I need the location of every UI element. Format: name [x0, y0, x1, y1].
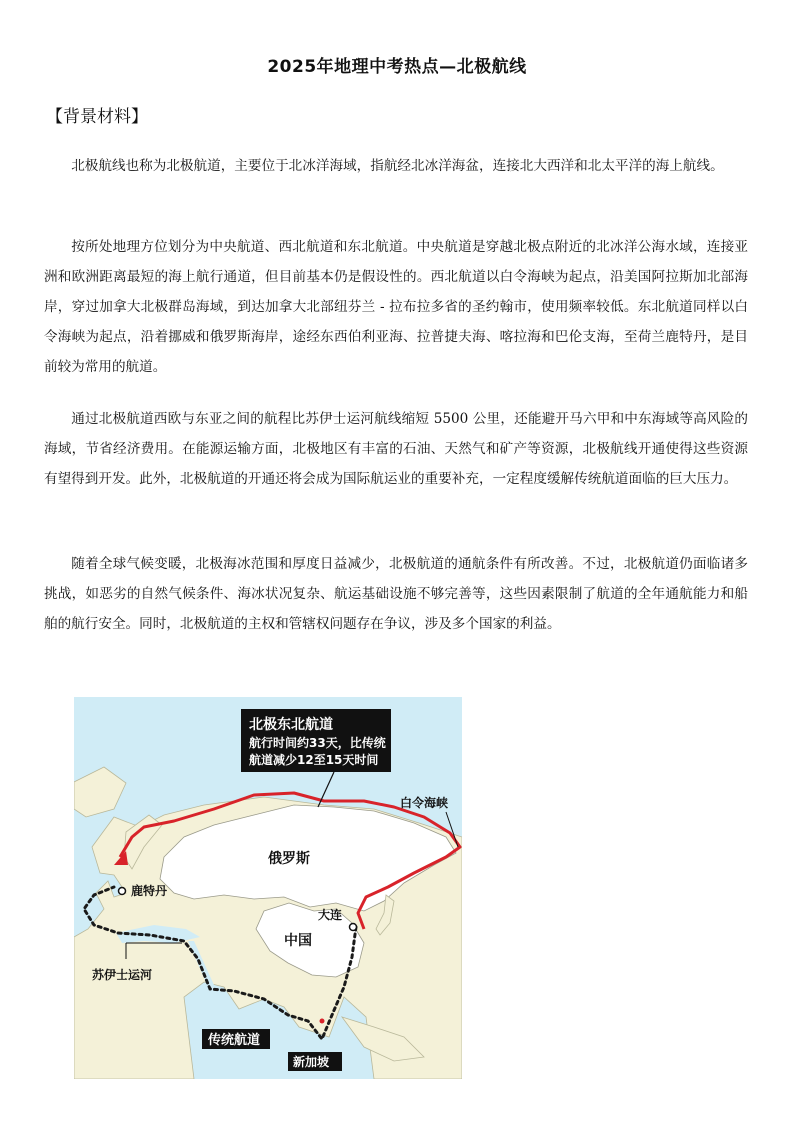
rotterdam-label: 鹿特丹: [131, 884, 168, 898]
rotterdam-marker: [119, 888, 126, 895]
paragraph-challenges: 随着全球气候变暖，北极海冰范围和厚度日益减少，北极航道的通航条件有所改善。不过，北极航道仍面临诸多挑战，如恶劣的自然气候条件、海冰状况复杂、航运基础设施不够完善等，这些因素限制了航道的全年通航能力和船舶的航行安全。同时，北极航道的主权和管辖权问题存在争议，涉及多个国家的利益。: [44, 556, 748, 632]
bering-strait-label: 白令海峡: [400, 796, 449, 810]
document-title: 2025年地理中考热点—北极航线: [267, 57, 527, 77]
singapore-label: 新加坡: [293, 1055, 330, 1069]
china-label: 中国: [284, 933, 312, 949]
dalian-label: 大连: [318, 908, 343, 922]
callout-title: 北极东北航道: [249, 717, 333, 733]
russia-label: 俄罗斯: [268, 851, 310, 867]
paragraph-advantages: 通过北极航道西欧与东亚之间的航程比苏伊士运河航线缩短 5500 公里，还能避开马六甲和中东海域等高风险的海域，节省经济费用。在能源运输方面，北极地区有丰富的石油、天然气和矿产等资源，北极航线开通使得这些资源有望得到开发。此外，北极航道的开通还将会成为国际航运业的重要补充，一定程度缓解传统航道面临的巨大压力。: [44, 411, 748, 487]
arctic-route-map: [74, 697, 462, 1079]
section-heading: 【背景材料】: [46, 107, 148, 127]
paragraph-intro: 北极航线也称为北极航道，主要位于北冰洋海域，指航经北冰洋海盆，连接北大西洋和北太平洋的海上航线。: [71, 158, 724, 174]
suez-canal-label: 苏伊士运河: [92, 968, 153, 982]
callout-line1: 航行时间约33天，比传统: [249, 736, 386, 750]
dalian-marker: [350, 924, 357, 931]
traditional-route-label: 传统航道: [208, 1033, 261, 1048]
paragraph-routes: 按所处地理方位划分为中央航道、西北航道和东北航道。中央航道是穿越北极点附近的北冰洋公海水域，连接亚洲和欧洲距离最短的海上航行通道，但目前基本仍是假设性的。西北航道以白令海峡为起点，沿美国阿拉斯加北部海岸，穿过加拿大北极群岛海域，到达加拿大北部纽芬兰 - 拉布拉多省的圣约翰市，使用频率较低。东北航道同样以白令海峡为起点，沿着挪威和俄罗斯海岸，途经东西伯利亚海、拉普捷夫海、喀拉海和巴伦支海，至荷兰鹿特丹，是目前较为常用的航道。: [44, 239, 748, 375]
singapore-marker: [320, 1019, 325, 1024]
map-canvas: [74, 697, 462, 1079]
greenland-land: [74, 767, 126, 817]
callout-line2: 航道减少12至15天时间: [249, 753, 379, 767]
